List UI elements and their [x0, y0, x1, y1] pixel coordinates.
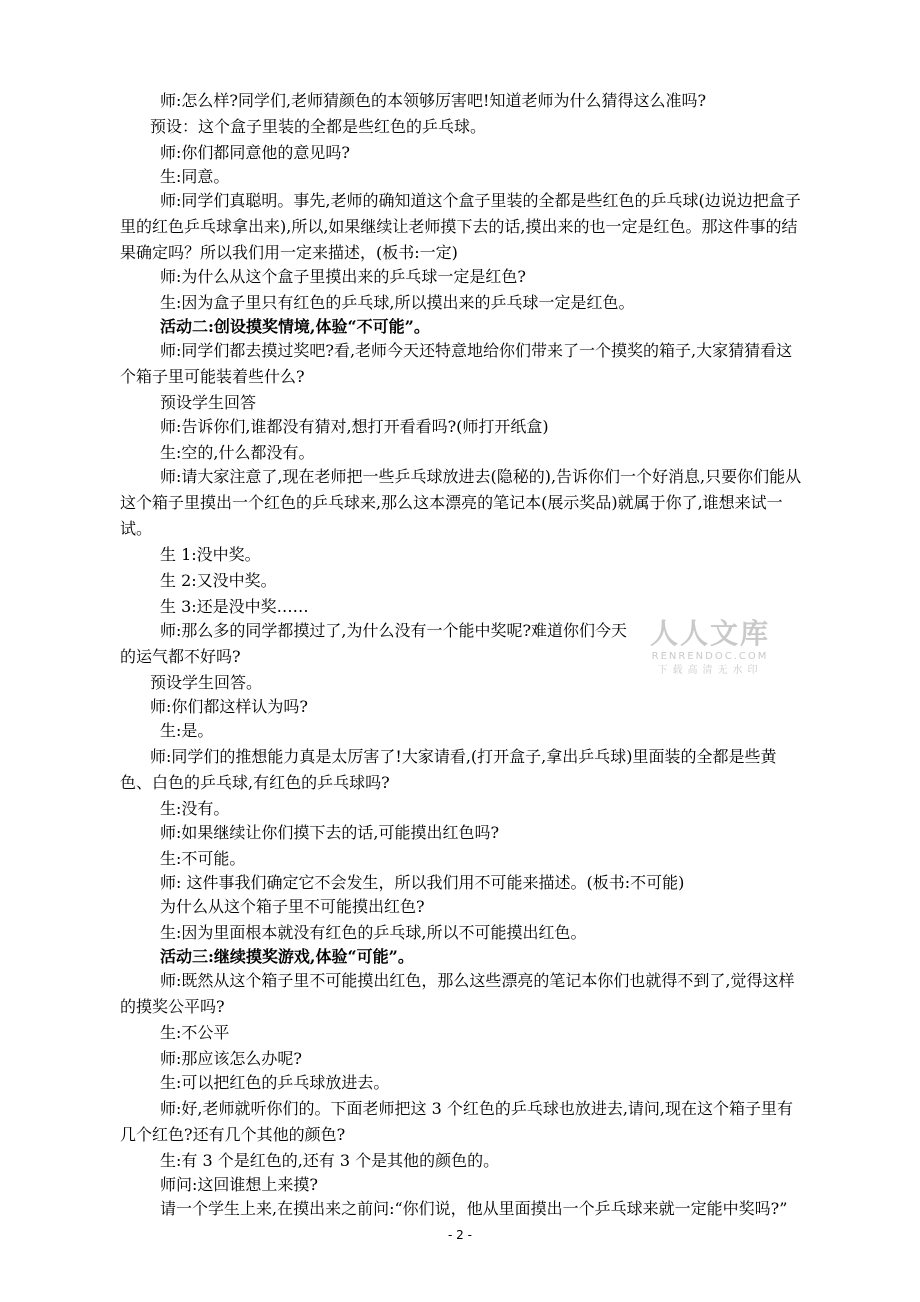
section-heading: 活动三:继续摸奖游戏,体验“可能”。: [160, 947, 414, 966]
paragraph: 请一个学生上来,在摸出来之前问:“你们说，他从里面摸出一个乒乓球来就一定能中奖吗?”: [160, 1199, 788, 1218]
paragraph: 师:如果继续让你们摸下去的话,可能摸出红色吗?: [160, 823, 500, 842]
paragraph: 生:同意。: [160, 167, 230, 186]
paragraph: 生:可以把红色的乒乓球放进去。: [160, 1073, 390, 1092]
paragraph: 预设：这个盒子里装的全都是些红色的乒乓球。: [150, 117, 487, 136]
paragraph: 师:同学们都去摸过奖吧?看,老师今天还特意地给你们带来了一个摸奖的箱子,大家猜猜看这个箱子里可能装着些什么?: [120, 341, 793, 386]
paragraph: 生:不公平: [160, 1023, 230, 1042]
paragraph: 生 2:又没中奖。: [160, 571, 277, 590]
paragraph: 师:那么多的同学都摸过了,为什么没有一个能中奖呢?难道你们今天的运气都不好吗?: [120, 621, 628, 666]
page-number: - 2 -: [448, 1228, 472, 1242]
paragraph: 师:好,老师就听你们的。下面老师把这 3 个红色的乒乓球也放进去,请问,现在这个箱子里有几个红色?还有几个其他的颜色?: [120, 1099, 794, 1144]
paragraph: 师:你们都这样认为吗?: [150, 697, 308, 716]
paragraph: 生:是。: [160, 721, 214, 740]
paragraph: 师:告诉你们,谁都没有猜对,想打开看看吗?(师打开纸盒): [160, 417, 549, 436]
paragraph: 师:请大家注意了,现在老师把一些乒乓球放进去(隐秘的),告诉你们一个好消息,只要你们能从这个箱子里摸出一个红色的乒乓球来,那么这本漂亮的笔记本(展示奖品)就属于你了,谁想来试一试。: [120, 467, 802, 538]
paragraph: 师:你们都同意他的意见吗?: [160, 143, 350, 162]
paragraph: 生 1:没中奖。: [160, 545, 261, 564]
paragraph: 生 3:还是没中奖……: [160, 597, 309, 616]
paragraph: 预设学生回答。: [150, 673, 263, 692]
watermark: [640, 618, 780, 678]
paragraph: 师:同学们的推想能力真是太厉害了!大家请看,(打开盒子,拿出乒乓球)里面装的全都是些黄色、白色的乒乓球,有红色的乒乓球吗?: [120, 747, 777, 792]
paragraph: 生:没有。: [160, 799, 230, 818]
paragraph: 为什么从这个箱子里不可能摸出红色?: [160, 897, 425, 916]
paragraph: 师:既然从这个箱子里不可能摸出红色，那么这些漂亮的笔记本你们也就得不到了,觉得这样的摸奖公平吗?: [120, 971, 795, 1016]
paragraph: 生:不可能。: [160, 849, 246, 868]
paragraph: 预设学生回答: [160, 393, 257, 412]
paragraph: 师问:这回谁想上来摸?: [160, 1175, 318, 1194]
paragraph: 师: 这件事我们确定它不会发生，所以我们用不可能来描述。(板书:不可能): [160, 873, 685, 892]
paragraph: 生:有 3 个是红色的,还有 3 个是其他的颜色的。: [160, 1151, 500, 1170]
watermark-title: 人人文库: [649, 617, 770, 650]
watermark-subtitle: 下载高清无水印: [657, 665, 763, 676]
paragraph: 师:为什么从这个盒子里摸出来的乒乓球一定是红色?: [160, 267, 526, 286]
section-heading: 活动二:创设摸奖情境,体验“不可能”。: [160, 317, 430, 336]
paragraph: 师:同学们真聪明。事先,老师的确知道这个盒子里装的全都是些红色的乒乓球(边说边把盒子里的红色乒乓球拿出来),所以,如果继续让老师摸下去的话,摸出来的也一定是红色。那这件事的结果确定吗？所以我们用一定来描述，(板书:一定): [120, 191, 801, 262]
paragraph: 生:因为里面根本就没有红色的乒乓球,所以不可能摸出红色。: [160, 923, 587, 942]
paragraph: 生:因为盒子里只有红色的乒乓球,所以摸出来的乒乓球一定是红色。: [160, 293, 635, 312]
paragraph: 师:怎么样?同学们,老师猜颜色的本领够厉害吧!知道老师为什么猜得这么准吗?: [160, 91, 707, 110]
paragraph: 师:那应该怎么办呢?: [160, 1049, 302, 1068]
paragraph: 生:空的,什么都没有。: [160, 443, 315, 462]
watermark-url: RENRENDOC.COM: [651, 651, 769, 662]
